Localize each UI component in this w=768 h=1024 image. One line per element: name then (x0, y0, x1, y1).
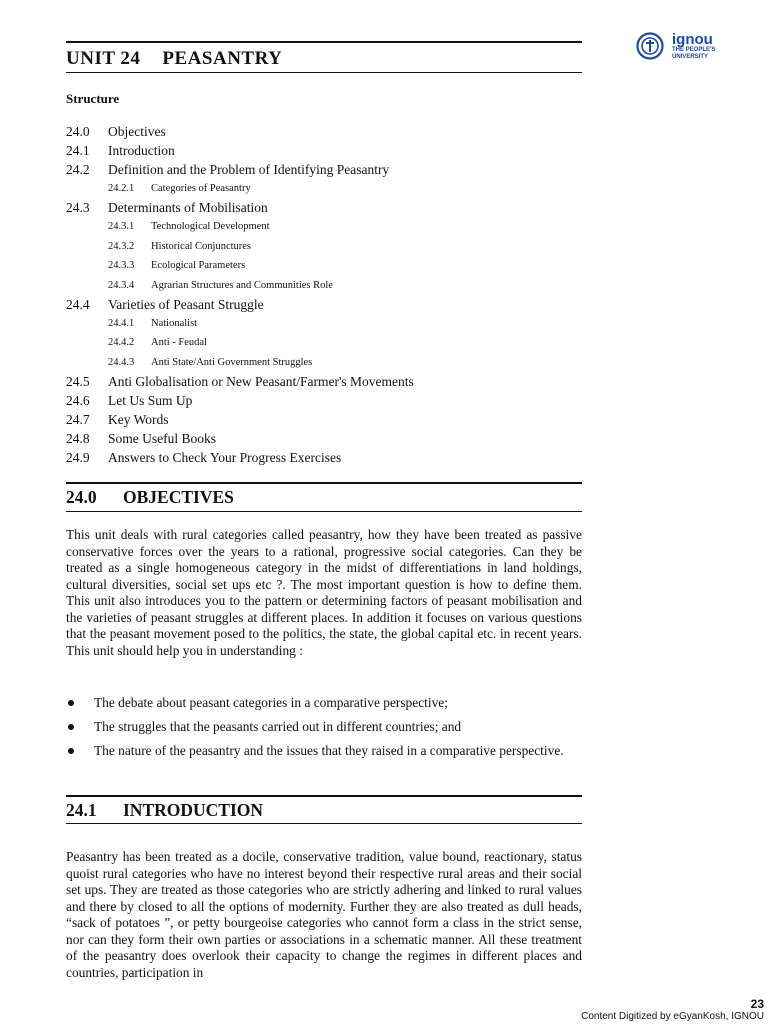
objectives-number: 24.0 (66, 487, 97, 507)
toc-item (66, 141, 586, 160)
objectives-bullet-list (66, 694, 586, 766)
ignou-logo (636, 30, 726, 66)
toc-subitem (66, 237, 586, 256)
toc-item-number: 24.3.2 (108, 240, 135, 252)
toc-item (66, 122, 586, 141)
unit-title (66, 48, 282, 70)
toc-item-number: 24.1 (66, 143, 90, 158)
toc-item-title: Some Useful Books (108, 431, 216, 447)
objective-bullet (66, 718, 586, 735)
toc-item-number: 24.3.1 (108, 221, 135, 233)
structure-heading: Structure (66, 91, 120, 106)
toc-item (66, 410, 586, 429)
toc-item-title: Determinants of Mobilisation (108, 200, 268, 216)
toc-item-title: Ecological Parameters (151, 260, 246, 272)
toc-item-title: Anti - Feudal (151, 337, 207, 349)
toc-item-title: Answers to Check Your Progress Exercises (108, 450, 342, 466)
page-number: 23 (750, 997, 764, 1011)
toc-item-title: Categories of Peasantry (151, 183, 251, 194)
bullet-dot-icon (68, 724, 74, 730)
toc-item-title: Varieties of Peasant Struggle (108, 296, 264, 312)
objectives-paragraph: This unit deals with rural categories called peasantry, how they have been treated as passive conservative forces over the years to a rational, progressive social categories. Can they be treated as a single homogeneous category in the midst of differentiations in land holdings, cultural diversities, social set ups etc ?. The most important question is how to define them. This unit also introduces you to the pattern or determining factors of peasant mobilisation and the varieties of peasant struggles at different places. In addition it focuses on various questions that the peasant movement posed to the politics, the state, the global capital etc. in recent years. This unit should help you in understanding : (66, 527, 582, 658)
toc-item-number: 24.3.3 (108, 260, 135, 272)
toc-item-number: 24.3.4 (108, 279, 135, 291)
toc-item-title: Anti Globalisation or New Peasant/Farmer's Movements (108, 374, 414, 390)
objective-bullet-text: The struggles that the peasants carried out in different countries; and (94, 719, 462, 734)
toc-item-number: 24.4.1 (108, 317, 135, 329)
toc-subitem (66, 314, 586, 333)
toc-item-number: 24.4.3 (108, 356, 135, 368)
ignou-logo-icon (636, 32, 664, 60)
logo-name: ignou (672, 31, 713, 48)
toc-item-title: Key Words (108, 412, 169, 428)
toc-subitem (66, 276, 586, 295)
introduction-paragraph: Peasantry has been treated as a docile, conservative tradition, value bound, reactionary, status quoist rural categories who have no interest beyond their respective rural areas and their social set ups. They are treated as those categories who are strictly adhering and linked to rural values and there by closed to all the options of modernity. Further they are also treated as dull heads, “sack of potatoes ”, or petty bourgeoise categories who cannot form a class in the strict sense, nor can they form their own parties or associations in a schematic manner. All these treatment of the peasantry does overlook their capacity to change the regimes in different places and countries, participation in (66, 849, 582, 980)
toc-item (66, 198, 586, 217)
toc-subitem (66, 217, 586, 236)
unit-number: UNIT 24 (66, 48, 141, 69)
objective-bullet-text: The debate about peasant categories in a comparative perspective; (94, 695, 448, 710)
toc-item-number: 24.9 (66, 450, 90, 466)
introduction-bottom-rule (66, 823, 582, 824)
objective-bullet-text: The nature of the peasantry and the issues that they raised in a comparative perspective. (94, 743, 564, 758)
toc-item-number: 24.8 (66, 431, 90, 447)
toc-item-number: 24.4.2 (108, 337, 135, 349)
objectives-bottom-rule (66, 511, 582, 512)
toc-item-title: Introduction (108, 143, 175, 158)
toc-item-title: Anti State/Anti Government Struggles (151, 356, 313, 368)
toc-item-title: Historical Conjunctures (151, 240, 252, 252)
objective-bullet (66, 742, 586, 759)
toc-item (66, 391, 586, 410)
toc-subitem (66, 353, 586, 372)
toc-item (66, 429, 586, 448)
toc-item-number: 24.4 (66, 296, 90, 312)
bullet-dot-icon (68, 700, 74, 706)
toc-subitem (66, 333, 586, 352)
introduction-top-rule (66, 795, 582, 797)
header-bottom-rule (66, 72, 582, 73)
toc-item-number: 24.5 (66, 374, 90, 390)
toc-item-number: 24.7 (66, 412, 90, 428)
toc-item-number: 24.2.1 (108, 183, 135, 194)
toc-subitem (66, 256, 586, 275)
toc-item (66, 372, 586, 391)
objectives-top-rule (66, 482, 582, 484)
header-top-rule (66, 41, 582, 43)
introduction-heading (66, 800, 263, 821)
toc-item-title: Definition and the Problem of Identifying Peasantry (108, 162, 390, 177)
toc-item-title: Objectives (108, 124, 166, 139)
toc-item-number: 24.2 (66, 162, 90, 177)
unit-title-text: PEASANTRY (162, 48, 283, 69)
toc-item-title: Technological Development (151, 221, 270, 233)
objectives-heading (66, 487, 234, 508)
introduction-number: 24.1 (66, 800, 97, 820)
toc-item (66, 160, 586, 179)
toc-item-number: 24.3 (66, 200, 90, 216)
toc-item-title: Let Us Sum Up (108, 393, 193, 409)
objective-bullet (66, 694, 586, 711)
toc-item-number: 24.0 (66, 124, 90, 139)
toc-item-title: Agrarian Structures and Communities Role (151, 279, 333, 291)
toc-item-number: 24.6 (66, 393, 90, 409)
logo-tagline-line2: UNIVERSITY (672, 54, 709, 60)
logo-tagline-line1: THE PEOPLE'S (672, 47, 716, 53)
toc-item (66, 295, 586, 314)
bullet-dot-icon (68, 748, 74, 754)
objectives-title: OBJECTIVES (123, 487, 234, 507)
toc-subitem (66, 179, 586, 198)
table-of-contents (66, 122, 586, 467)
introduction-title: INTRODUCTION (123, 800, 264, 820)
footer-credit: Content Digitized by eGyanKosh, IGNOU (581, 1011, 764, 1022)
toc-item (66, 448, 586, 467)
toc-item-title: Nationalist (151, 317, 198, 329)
